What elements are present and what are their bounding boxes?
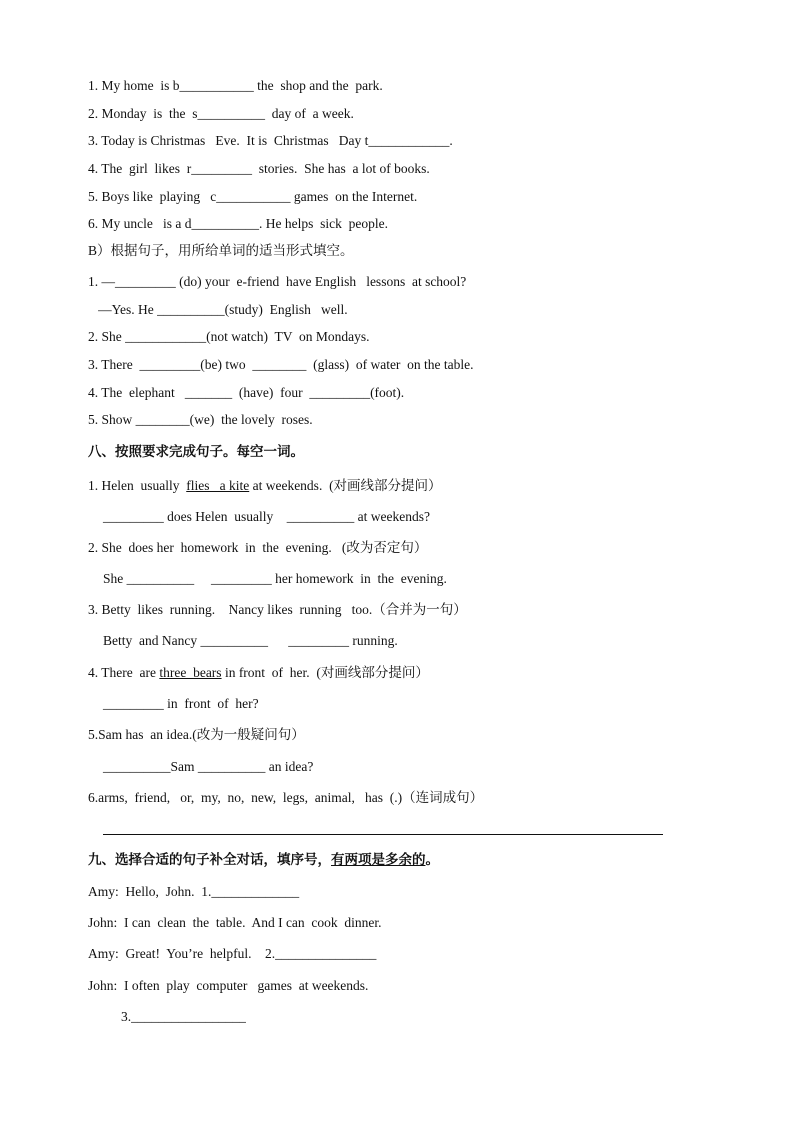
rewrite-q3-answer: Betty and Nancy __________ _________ running. (103, 633, 398, 648)
form-item-1-reply: —Yes. He __________(study) English well. (88, 302, 348, 317)
section-9-heading-start: 九、选择合适的句子补全对话，填序号， (88, 852, 331, 867)
fill-item-2: 2. Monday is the s__________ day of a week. (88, 106, 354, 121)
fill-item-4: 4. The girl likes r_________ stories. She has a lot of books. (88, 161, 430, 176)
fill-item-1: 1. My home is b___________ the shop and the park. (88, 78, 383, 93)
form-item-5: 5. Show ________(we) the lovely roses. (88, 412, 313, 427)
dialogue-line-3: Amy: Great! You’re helpful. 2._______________ (88, 946, 377, 961)
rewrite-q4 (88, 664, 429, 682)
answer-line (103, 834, 663, 835)
rewrite-q4-answer: _________ in front of her? (103, 696, 259, 711)
rewrite-q4-end: in front of her. (对画线部分提问） (221, 665, 429, 680)
form-item-2: 2. She ____________(not watch) TV on Mondays. (88, 329, 370, 344)
rewrite-q5: 5.Sam has an idea.(改为一般疑问句） (88, 727, 305, 742)
dialogue-line-1: Amy: Hello, John. 1._____________ (88, 884, 300, 899)
rewrite-q3: 3. Betty likes running. Nancy likes running too.（合并为一句） (88, 602, 467, 617)
section-b-heading: B）根据句子，用所给单词的适当形式填空。 (88, 243, 354, 258)
fill-item-6: 6. My uncle is a d__________. He helps sick people. (88, 216, 388, 231)
dialogue-line-5: 3._________________ (121, 1009, 246, 1024)
rewrite-q1-start: 1. Helen usually (88, 478, 187, 493)
rewrite-q1-answer: _________ does Helen usually __________ at weekends? (103, 509, 430, 524)
rewrite-q1-end: at weekends. (对画线部分提问） (249, 478, 442, 493)
rewrite-q5-answer: __________Sam __________ an idea? (103, 759, 314, 774)
rewrite-q2: 2. She does her homework in the evening. (改为否定句） (88, 540, 428, 555)
section-9-heading-underlined: 有两项是多余的 (331, 852, 426, 867)
rewrite-q4-start: 4. There are (88, 665, 160, 680)
form-item-1: 1. —_________ (do) your e-friend have English lessons at school? (88, 274, 467, 289)
rewrite-q2-answer: She __________ _________ her homework in the evening. (103, 571, 447, 586)
section-9-heading-end: 。 (425, 852, 439, 867)
rewrite-q6: 6.arms, friend, or, my, no, new, legs, animal, has (.)（连词成句） (88, 790, 484, 805)
form-item-4: 4. The elephant _______ (have) four _________(foot). (88, 385, 405, 400)
rewrite-q4-underlined: three bears (159, 665, 222, 680)
form-item-3: 3. There _________(be) two ________ (glass) of water on the table. (88, 357, 474, 372)
dialogue-line-4: John: I often play computer games at weekends. (88, 978, 369, 993)
rewrite-q1 (88, 477, 442, 495)
rewrite-q1-underlined: flies a kite (186, 478, 250, 493)
fill-item-5: 5. Boys like playing c___________ games on the Internet. (88, 189, 418, 204)
section-9-heading (88, 851, 439, 869)
section-8-heading: 八、按照要求完成句子。每空一词。 (88, 444, 304, 459)
fill-item-3: 3. Today is Christmas Eve. It is Christmas Day t____________. (88, 133, 453, 148)
dialogue-line-2: John: I can clean the table. And I can cook dinner. (88, 915, 382, 930)
